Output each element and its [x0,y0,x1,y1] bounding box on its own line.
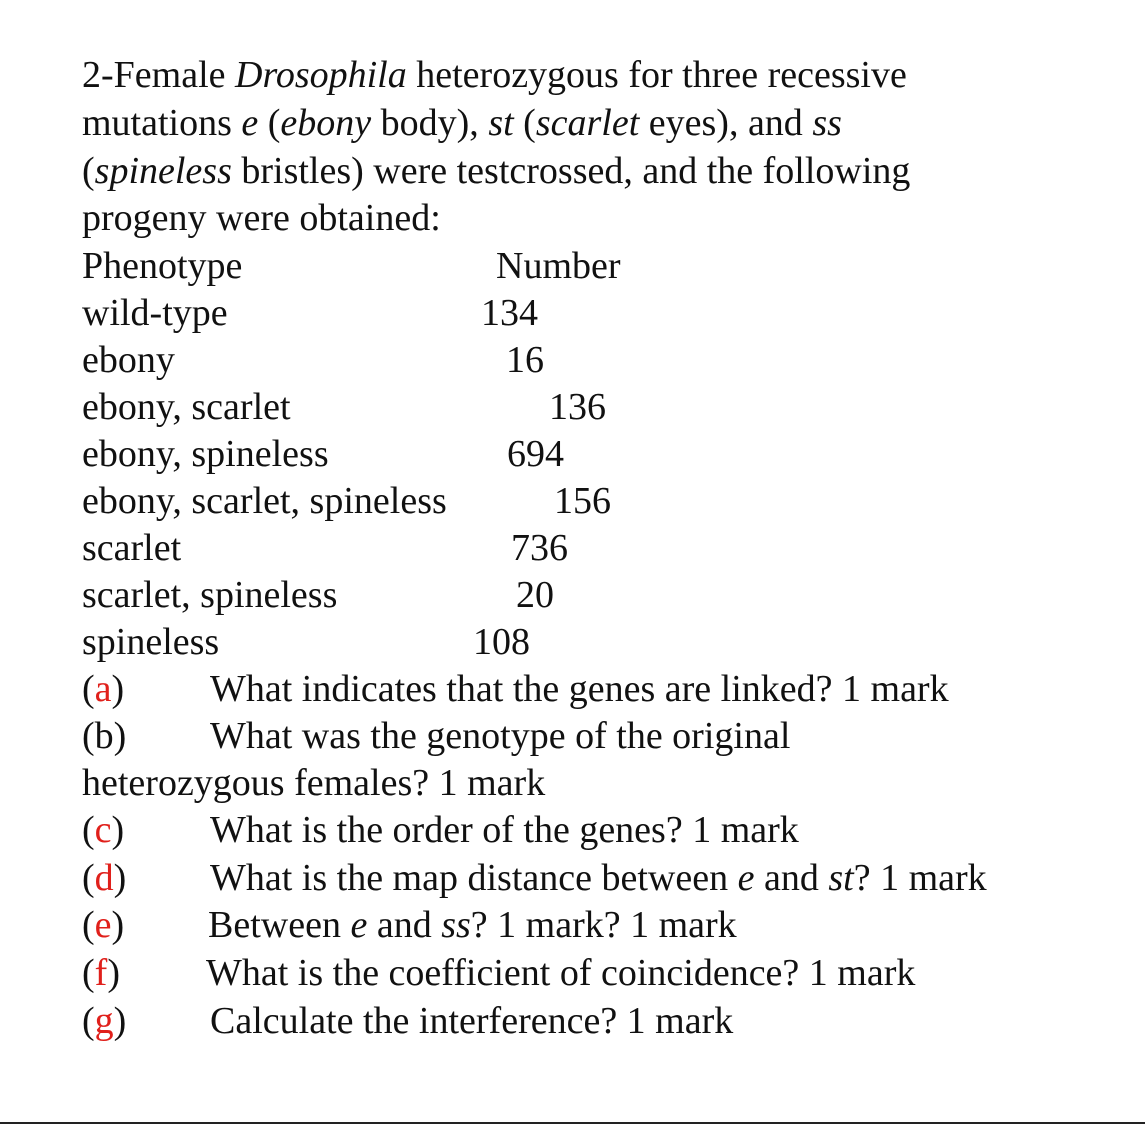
label-inner: g [94,1000,114,1042]
label-inner: c [94,809,112,851]
question-e-label: (e) [82,904,125,946]
text: eyes), and [639,102,813,144]
question-d-label: (d) [82,857,127,899]
gene-symbol-st: st [828,857,854,899]
question-f-text: What is the coefficient of coincidence? 1 mark [206,952,916,994]
row-phenotype: scarlet, spineless [82,574,338,616]
row-phenotype: ebony, scarlet [82,386,291,428]
row-number: 694 [507,433,564,475]
label-inner: f [94,952,108,994]
text: and [754,857,829,899]
text: What is the map distance between [210,857,738,899]
row-number: 736 [511,527,568,569]
question-f-label: (f) [82,952,120,994]
question-b-text: What was the genotype of the original [210,715,791,757]
question-b-continuation: heterozygous females? 1 mark [82,762,546,804]
label-inner: e [94,904,112,946]
text: bristles) were testcrossed, and the following [231,150,911,192]
gene-name-ebony: ebony [280,102,372,144]
row-phenotype: ebony, spineless [82,433,329,475]
text: ( [258,102,281,144]
text: and [367,904,442,946]
text: ? 1 mark [853,857,987,899]
text: ( [82,150,95,192]
gene-symbol-st: st [488,102,514,144]
row-phenotype: wild-type [82,292,228,334]
intro-line1-rest: heterozygous for three recessive [406,54,907,96]
intro-line-3 [82,148,910,195]
row-number: 16 [506,339,544,381]
row-number: 156 [554,480,611,522]
question-a-label: (a) [82,668,125,710]
question-a-text: What indicates that the genes are linked? 1 mark [210,668,949,710]
row-number: 20 [516,574,554,616]
text: body), [371,102,489,144]
question-g-label: (g) [82,1000,127,1042]
row-phenotype: ebony [82,339,175,381]
label-inner: d [94,857,114,899]
text: Between [208,904,351,946]
header-number: Number [496,245,621,287]
intro-line-1 [82,52,907,99]
gene-symbol-ss: ss [441,904,471,946]
gene-symbol-e: e [241,102,259,144]
row-phenotype: scarlet [82,527,182,569]
gene-symbol-e: e [350,904,368,946]
text: ( [513,102,536,144]
row-phenotype: ebony, scarlet, spineless [82,480,447,522]
question-e-text [208,902,737,949]
row-phenotype: spineless [82,621,220,663]
row-number: 134 [481,292,538,334]
gene-name-spineless: spineless [94,150,232,192]
intro-line-2 [82,100,842,147]
label-inner: a [94,668,112,710]
row-number: 136 [549,386,606,428]
gene-symbol-ss: ss [812,102,842,144]
row-number: 108 [473,621,530,663]
question-c-text: What is the order of the genes? 1 mark [210,809,799,851]
question-d-text [210,855,987,902]
question-g-text: Calculate the interference? 1 mark [210,1000,734,1042]
species-name: Drosophila [235,54,407,96]
header-phenotype: Phenotype [82,245,243,287]
question-b-label: (b) [82,715,127,757]
gene-symbol-e: e [737,857,755,899]
intro-line-4: progeny were obtained: [82,197,441,239]
question-c-label: (c) [82,809,125,851]
text: ? 1 mark? 1 mark [470,904,737,946]
text: mutations [82,102,242,144]
bottom-divider [0,1122,1145,1124]
gene-name-scarlet: scarlet [535,102,640,144]
intro-prefix: 2-Female [82,54,236,96]
